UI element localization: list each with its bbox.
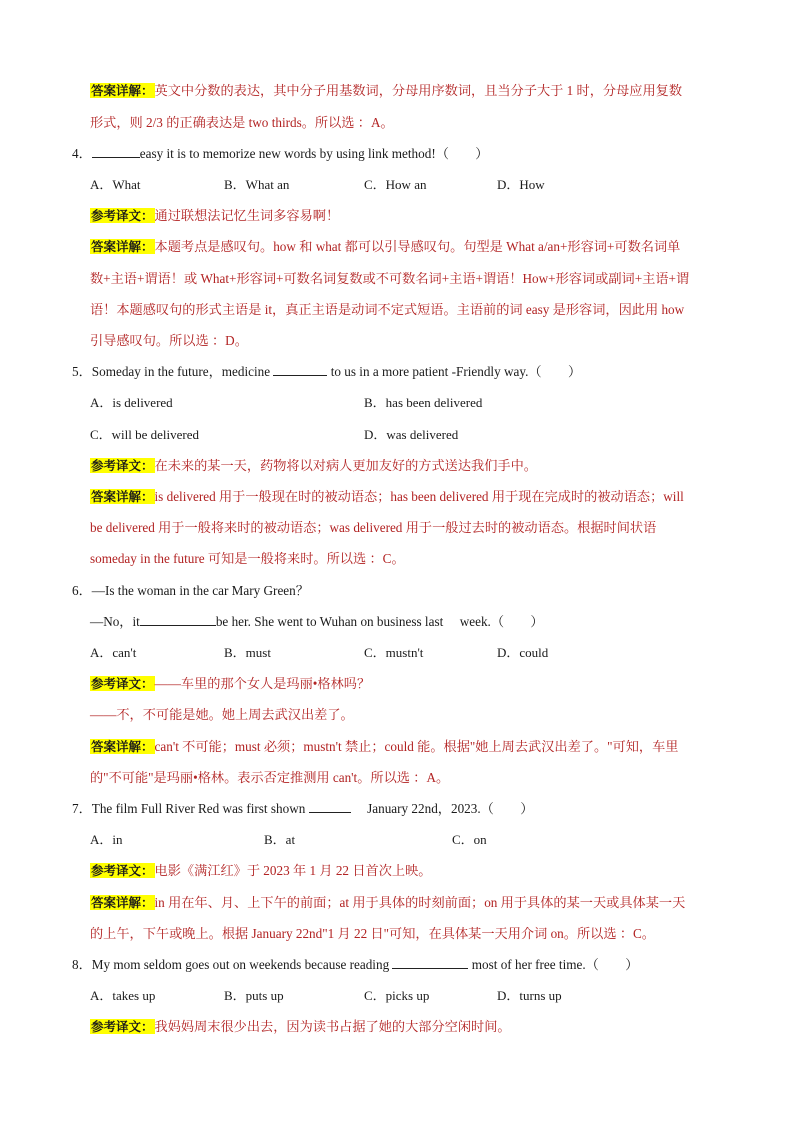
translation-line: 参考译文：我妈妈周末很少出去，因为读书占据了她的大部分空闲时间。 xyxy=(91,1019,511,1034)
option[interactable]: D．turns up xyxy=(497,988,562,1003)
answer-blank[interactable] xyxy=(392,956,468,969)
answer-line: 答案详解：is delivered 用于一般现在时的被动语态；has been delivered 用于现在完成时的被动语态；will xyxy=(91,489,684,504)
translation-line: 参考译文：通过联想法记忆生词多容易啊！ xyxy=(91,208,340,223)
question-4: 4． easy it is to memorize new words by using link method!（ ） xyxy=(72,146,489,161)
question-8: 8．My mom seldom goes out on weekends because reading most of her free time.（ ） xyxy=(72,957,639,972)
answer-line: be delivered 用于一般将来时的被动语态；was delivered 用于一般过去时的被动语态。根据时间状语 xyxy=(90,520,657,535)
answer-line: 答案详解：英文中分数的表达，其中分子用基数词，分母用序数词，且当分子大于 1 时，分母应用复数 xyxy=(91,83,683,98)
answer-line: 形式，则 2/3 的正确表达是 two thirds。所以选 ：A。 xyxy=(90,115,394,130)
option[interactable]: A．can't xyxy=(90,645,137,660)
translation-line: 参考译文：电影《满江红》于 2023 年 1 月 22 日首次上映。 xyxy=(91,863,432,878)
translation-tag: 参考译文： xyxy=(91,208,154,223)
answer-tag: 答案详解： xyxy=(91,895,154,910)
option[interactable]: B．has been delivered xyxy=(364,395,483,410)
option[interactable]: C．will be delivered xyxy=(90,427,200,442)
translation-line: 参考译文：在未来的某一天，药物将以对病人更加友好的方式送达我们手中。 xyxy=(91,458,537,473)
option[interactable]: C．picks up xyxy=(364,988,430,1003)
option[interactable]: B．puts up xyxy=(224,988,284,1003)
answer-line: 语！本题感叹句的形式主语是 it，真正主语是动词不定式短语。主语前的词 easy 是形容词，因此用 how xyxy=(90,302,685,317)
option[interactable]: C．mustn't xyxy=(364,645,424,660)
option[interactable]: D．could xyxy=(497,645,549,660)
translation-tag: 参考译文： xyxy=(91,458,154,473)
option[interactable]: D．was delivered xyxy=(364,427,459,442)
question-5: 5．Someday in the future，medicine to us in a more patient -Friendly way.（ ） xyxy=(72,364,582,379)
option[interactable]: D．How xyxy=(497,177,545,192)
answer-tag: 答案详解： xyxy=(91,739,154,754)
translation-tag: 参考译文： xyxy=(91,676,154,691)
translation-tag: 参考译文： xyxy=(91,1019,154,1034)
question-7: 7．The film Full River Red was first shown January 22nd，2023.（ ） xyxy=(72,801,534,816)
answer-line: 引导感叹句。所以选 ：D。 xyxy=(90,333,248,348)
answer-blank[interactable] xyxy=(273,363,327,376)
answer-line: 答案详解：本题考点是感叹句。how 和 what 都可以引导感叹句。句型是 What a/an+形容词+可数名词单 xyxy=(91,239,681,254)
question-6: 6．—Is the woman in the car Mary Green？ xyxy=(72,583,309,598)
answer-line: 的"不可能"是玛丽•格林。表示否定推测用 can't。所以选 ：A。 xyxy=(90,770,450,785)
translation-line: 参考译文：——车里的那个女人是玛丽•格林吗？ xyxy=(91,676,371,691)
answer-line: 答案详解：in 用在年、月、上下午的前面；at 用于具体的时刻前面；on 用于具体的某一天或具体某一天 xyxy=(91,895,686,910)
answer-tag: 答案详解： xyxy=(91,83,154,98)
answer-tag: 答案详解： xyxy=(91,239,154,254)
answer-tag: 答案详解： xyxy=(91,489,154,504)
option[interactable]: A．is delivered xyxy=(90,395,173,410)
option[interactable]: C．How an xyxy=(364,177,427,192)
question-6-reply: —No，it be her. She went to Wuhan on business last week.（ ） xyxy=(90,614,544,629)
answer-line: 答案详解：can't 不可能；must 必须；mustn't 禁止；could 能。根据"她上周去武汉出差了。"可知，车里 xyxy=(91,739,679,754)
answer-blank[interactable] xyxy=(309,800,351,813)
option[interactable]: B．at xyxy=(264,832,296,847)
answer-line: 的上午，下午或晚上。根据 January 22nd"1 月 22 日"可知，在具体某一天用介词 on。所以选 ：C。 xyxy=(90,926,655,941)
translation-tag: 参考译文： xyxy=(91,863,154,878)
option[interactable]: A．in xyxy=(90,832,123,847)
translation-line: ——不，不可能是她。她上周去武汉出差了。 xyxy=(90,707,354,722)
option[interactable]: A．takes up xyxy=(90,988,156,1003)
answer-line: 数+主语+谓语！或 What+形容词+可数名词复数或不可数名词+主语+谓语！How+形容词或副词+主语+谓 xyxy=(90,271,690,286)
option[interactable]: B．What an xyxy=(224,177,290,192)
option[interactable]: C．on xyxy=(452,832,487,847)
answer-line: someday in the future 可知是一般将来时。所以选 ：C。 xyxy=(90,551,405,566)
answer-blank[interactable] xyxy=(92,145,140,158)
answer-blank[interactable] xyxy=(140,613,216,626)
option[interactable]: A．What xyxy=(90,177,141,192)
option[interactable]: B．must xyxy=(224,645,271,660)
